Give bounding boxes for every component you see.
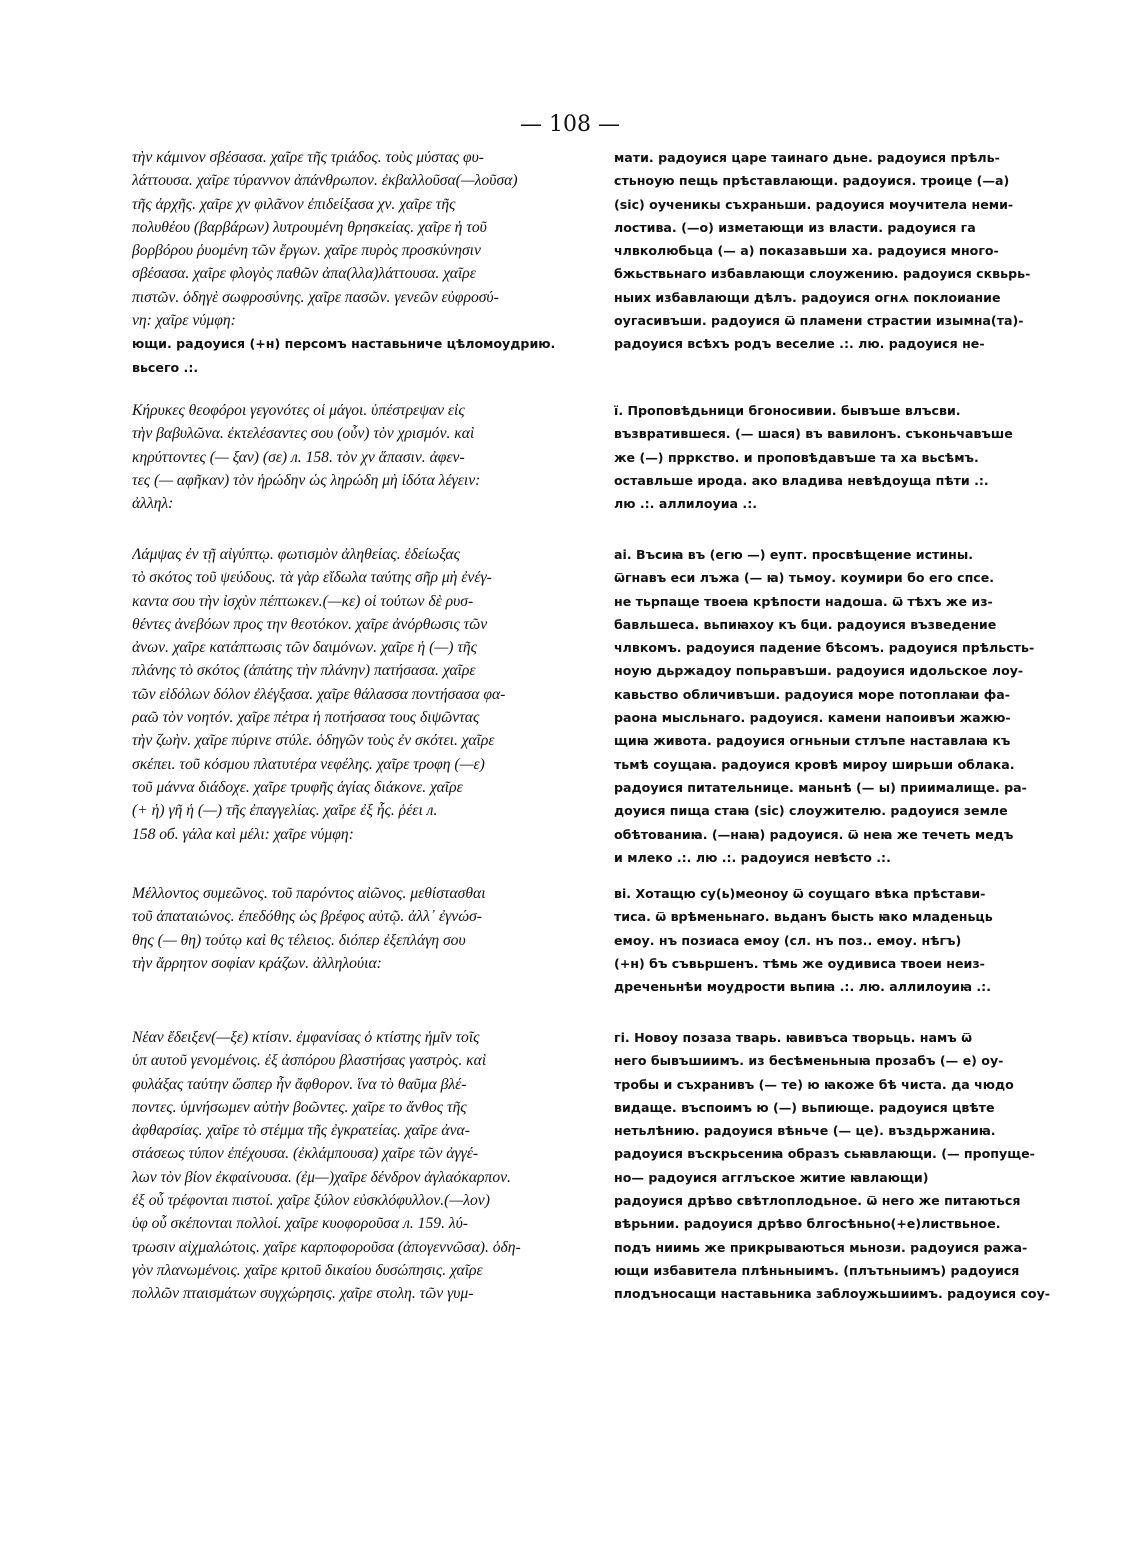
text-line: Νέαν ἔδειξεν(—ξε) κτίσιν. ἐμφανίσας ὁ κτίστης ἡμῖν τοῖς (132, 1029, 480, 1046)
text-line: τὴν κάμινον σβέσασα. χαῖρε τῆς τριάδος. τοὺς μύστας φυ- (132, 149, 484, 166)
text-line: ἐξ οὗ τρέφονται πιστοί. χαῖρε ξύλον εὐσκλόφυλλον.(—λον) (132, 1192, 490, 1210)
text-line: доуися пища стаꙗ (sic) слоужителю. радоуися земле (614, 803, 1008, 819)
text-line: τρωσιν αἰχμαλώτοις. χαῖρε καρποφοροῦσα (ἀπογεννῶσα). ὁδη- (132, 1238, 521, 1256)
text-line: (sic) оученикы съхраньши. радоуися моучитела неми- (614, 196, 1014, 212)
text-line: ныих избавлающи дѣлъ. радоуися огнѧ поклоиание (614, 289, 1001, 305)
text-line: φυλάξας ταύτην ὥσπερ ἦν ἄφθορον. ἵνα τὸ θαῦμα βλέ- (132, 1075, 467, 1093)
text-line: ἀλληλ: (132, 495, 174, 513)
text-line: мати. радоуися царе таинаго дьне. радоуися прѣль- (614, 150, 1000, 165)
text-line: ὑπ αυτοῦ γενομένοις. ἐξ ἀσπόρου βλαστήσας γαστρὸς. καὶ (132, 1052, 487, 1070)
text-line: ї. Проповѣдьници бгоносивии. бывъше влъсви. (614, 403, 961, 418)
text-line: тробы и съхранивъ (— те) ю ꙗкоже бѣ чиста. да чюдо (614, 1076, 1014, 1092)
text-line: πλάνης τὸ σκότος (ἀπάτης τὴν πλάνην) πατήσασα. χαῖρε (132, 662, 476, 680)
text-line: емоу. нъ позиаса емоу (сл. нъ поз.. емоу. нѣгъ) (614, 932, 962, 948)
text-line: щиꙗ живота. радоуися огньныи стлъпе наставлаꙗ къ (614, 733, 1011, 749)
text-line: лостива. (—о) изметающи из власти. радоуися га (614, 219, 976, 235)
text-line: τοῦ ἀπαταιώνος. ἐπεδόθης ὡς βρέφος αὐτῷ. ἀλλ᾽ ἐγνώσ- (132, 908, 482, 926)
text-line: него бывъшиимъ. из бесѣменьныꙗ прозабъ (— е) оу- (614, 1053, 1004, 1069)
text-line: ἀφθαρσίας. χαῖρε τὸ στέμμα τῆς ἐγκρατείας. χαῖρε ἀνα- (132, 1122, 470, 1140)
text-line: радоуися дрѣво свѣтлоплодьное. ѿ него же питаються (614, 1193, 1021, 1209)
text-line: ὑφ οὗ σκέπονται πολλοί. χαῖρε κυοφοροῦσα л. 159. λύ- (132, 1215, 468, 1233)
text-line: оугасивъши. радоуися ѿ пламени страстии изымна(та)- (614, 313, 1024, 329)
text-line: ἀνων. χαῖρε κατάπτωσις τῶν δαιμόνων. χαῖρε ἡ (—) τῆς (132, 639, 477, 657)
text-line: τὴν ἄρρητον σοφίαν κράζων. ἀλληλούια: (132, 954, 382, 972)
text-line: нетьлѣнию. радоуися вѣньче (— це). въздьржаниꙗ. (614, 1123, 996, 1139)
text-line: подъ ниимь же прикрываються мьнози. радоуися ража- (614, 1239, 1028, 1255)
text-line: στάσεως τύπον ἐπέχουσα. (ἐκλάμπουσα) χαῖρε τῶν ἀγγέ- (132, 1145, 479, 1163)
text-line: бжьствьнаго избавлающи слоужению. радоуися сквьрь- (614, 266, 1031, 282)
text-line: λάττουσα. χαῖρε τύραννον ἀπάνθρωπον. ἐκβαλλοῦσα(—λοῦσα) (132, 172, 518, 190)
text-line: тиса. ѿ врѣменьнаго. вьданъ бысть ꙗко младеньць (614, 909, 993, 925)
text-line: λων τὸν βίον ἐκφαίνουσα. (ἐμ—)χαῖρε δένδρον ἀγλαόκαρπον. (132, 1168, 511, 1186)
greek-paragraph-3 (132, 543, 602, 846)
text-line: Μέλλοντος συμεῶνος. τοῦ παρόντος αἰῶνος. μεθίστασθαι (132, 885, 486, 902)
text-line: θέντες ἀνεβόων προς την θεοτόκον. χαῖρε ἀνόρθωσις τῶν (132, 615, 488, 633)
text-line: не тьрпаще твоеꙗ крѣпости надоша. ѿ тѣхъ же из- (614, 593, 993, 609)
text-line: плодъносащи наставьника заблоужьшиимъ. радоуися соу- (614, 1286, 1050, 1302)
text-line: 158 об. γάλα καὶ μέλι: χαῖρε νύμφη: (132, 825, 354, 843)
text-line: τες (— αφῆκαν) τὸν ἡρώδην ὡς ληρώδη μὴ ἰδότα λέγειν: (132, 471, 481, 489)
text-line: тьмѣ соущаꙗ. радоуися кровѣ мироу ширьши облака. (614, 756, 1015, 772)
text-line: πιστῶν. ὁδηγὲ σωφροσύνης. χαῖρε πασῶν. γενεῶν εὐφροσύ- (132, 288, 499, 306)
text-line: радоуися питательнице. маньнѣ (— ы) приималище. ра- (614, 779, 1027, 795)
page-number: — 108 — (520, 112, 620, 137)
text-line: обѣтованиꙗ. (—наꙗ) радоуися. ѿ неꙗ же течеть медъ (614, 826, 1014, 842)
text-line: πολλῶν πταισμάτων συγχώρησις. χαῖρε στολη. τῶν γυμ- (132, 1285, 474, 1303)
text-line: Λάμψας ἐν τῇ αἰγύπτῳ. φωτισμὸν ἀληθείας. ἐδείωξας (132, 546, 460, 563)
text-line: γὸν πλανωμένοις. χαῖρε κριτοῦ δικαίου δυσώπησις. χαῖρε (132, 1261, 483, 1279)
text-line: оставльше ирода. ако владива невѣдоуща пѣти .:. (614, 472, 989, 488)
text-line: τῆς ἀρχῆς. χαῖρε χν φιλᾶνον ἐπιδείξασα χν. χαῖρε τῆς (132, 195, 456, 213)
text-line: Κήρυκες θεοφόροι γεγονότες οἱ μάγοι. ὑπέστρεψαν εἰς (132, 402, 465, 419)
text-line: τὸ σκότος τοῦ ψεύδους. τὰ γὰρ εἴδωλα ταύτης σῆρ μὴ ἐνέγ- (132, 569, 492, 587)
text-line: ποντες. ὑμνήσωμεν αὐτὴν βοῶντες. χαῖρε το ἄνθος τῆς (132, 1098, 467, 1116)
text-line: τὴν βαβυλῶνα. ἐκτελέσαντες σου (οὖν) τὸν χρισμόν. καὶ (132, 425, 475, 443)
text-line: стьноую пещь прѣставлающи. радоуися. троице (—а) (614, 173, 1010, 189)
text-line: ραῶ τὸν νοητόν. χαῖρε πέτρα ἡ ποτήσασα τους διψῶντας (132, 709, 480, 727)
text-line: бавльшеса. вьпиꙗхоу къ бци. радоуися възведение (614, 616, 997, 632)
text-line: βορβόρου ῥυομένη τῶν ἔργων. χαῖρε πυρὸς προσκύνησιν (132, 242, 481, 260)
text-line: νη: χαῖρε νύμφη: (132, 312, 236, 330)
text-line: τοῦ μάννα διάδοχε. χαῖρε τρυφῆς ἁγίας διάκονε. χαῖρε (132, 778, 463, 796)
text-line: аі. Въсиꙗ въ (егю —) еупт. просвѣщение истины. (614, 547, 974, 562)
text-line: τὴν ζωὴν. χαῖρε πύρινε στύλε. ὁδηγῶν τοὺς ἐν σκότει. χαῖρε (132, 732, 495, 750)
text-line: и млеко .:. лю .:. радоуися невѣсто .:. (614, 849, 891, 865)
text-line: кавьство обличивъши. радоуися море потоплаꙗи фа- (614, 686, 1010, 702)
slavonic-continuation-line: ющи. радоуися (+н) персомъ наставьниче цѣломоудрию. (132, 336, 556, 352)
greek-paragraph-2 (132, 399, 602, 515)
text-line: дреченьнѣи моудрости вьпиꙗ .:. лю. аллилоуиꙗ .:. (614, 979, 992, 995)
text-line: καντα σου τὴν ἰσχὺν πέπτωκεν.(—κε) οἱ τούτων δὲ ρυσ- (132, 592, 474, 610)
text-line: θης (— θη) τούτῳ καὶ θς τέλειος. διόπερ ἐξεπλάγη σου (132, 931, 466, 949)
text-line: πολυθέου (βαρβάρων) λυτρουμένη θρησκείας. χαῖρε ἡ τοῦ (132, 218, 487, 236)
text-line: ющи избавитела плѣньныимъ. (плътьныимъ) радоуися (614, 1262, 1020, 1278)
text-line: вѣрьнии. радоуися дрѣво блгосѣньно(+е)листвьное. (614, 1216, 1001, 1232)
slavonic-paragraph-5 (614, 1026, 1050, 1306)
text-line: κηρύττοντες (— ξαν) (σε) л. 158. τὸν χν ἅπασιν. ἀφεν- (132, 448, 465, 466)
text-line: радоуися въскрьсениꙗ образъ сьꙗвлающи. (— пропуще- (614, 1146, 1035, 1162)
greek-paragraph-4 (132, 882, 602, 975)
text-line: гі. Новоу позаза тварь. ꙗвивъса творьць. намъ ѿ (614, 1030, 973, 1045)
text-line: (+н) бъ съвьршенъ. тѣмь же оудивиса твоеи неиз- (614, 955, 985, 971)
text-line: же (—) прркство. и проповѣдавъше та ха вьсѣмъ. (614, 449, 979, 465)
text-line: раона мысльнаго. радоуися. камени напоивъи жажю- (614, 710, 1011, 726)
slavonic-paragraph-3 (614, 543, 1050, 869)
slavonic-paragraph-4 (614, 882, 1050, 998)
text-line: лю .:. аллилоуиа .:. (614, 496, 758, 512)
slavonic-continuation-line: вьсего .:. (132, 359, 199, 375)
text-line: члвкомъ. радоуися падение бѣсомъ. радоуися прѣльсть- (614, 640, 1035, 656)
text-line: члвколюбьца (— а) показавьши ха. радоуися много- (614, 243, 999, 259)
slavonic-paragraph-2 (614, 399, 1050, 515)
text-line: σβέσασα. χαῖρε φλογὸς παθῶν ἀπα(λλα)λάττουσα. χαῖρε (132, 265, 476, 283)
text-line: радоуися всѣхъ родъ веселие .:. лю. радоуися не- (614, 336, 985, 352)
text-line: ноую дьржадоу попьравъши. радоуися идольское лоу- (614, 663, 1024, 679)
text-line: ві. Хотащю су(ь)меоноу ѿ соущаго вѣка прѣстави- (614, 886, 986, 901)
text-line: τῶν εἰδόλων δόλον ἐλέγξασα. χαῖρε θάλασσα ποντήσασα φα- (132, 685, 506, 703)
text-line: (+ ἡ) γῆ ἡ (—) τῆς ἐπαγγελίας. χαῖρε ἐξ ἧς. ῥέει л. (132, 802, 438, 820)
greek-paragraph-5 (132, 1026, 602, 1306)
text-line: възвратившеся. (— шася) въ вавилонъ. съконьчавъше (614, 426, 1013, 442)
text-line: σκέπει. τοῦ κόσμου πλατυτέρα νεφέλης. χαῖρε τροφη (—ε) (132, 755, 485, 773)
slavonic-paragraph-1 (614, 146, 1050, 356)
text-line: но— радоуися агглъское житие ꙗвлающи) (614, 1169, 929, 1185)
greek-paragraph-1 (132, 146, 602, 379)
text-line: видаще. въспоимъ ю (—) вьпиюще. радоуися цвѣте (614, 1099, 995, 1115)
text-line: ѿгнавъ еси лъжа (— ꙗ) тьмоу. коумири бо его спсе. (614, 570, 995, 586)
